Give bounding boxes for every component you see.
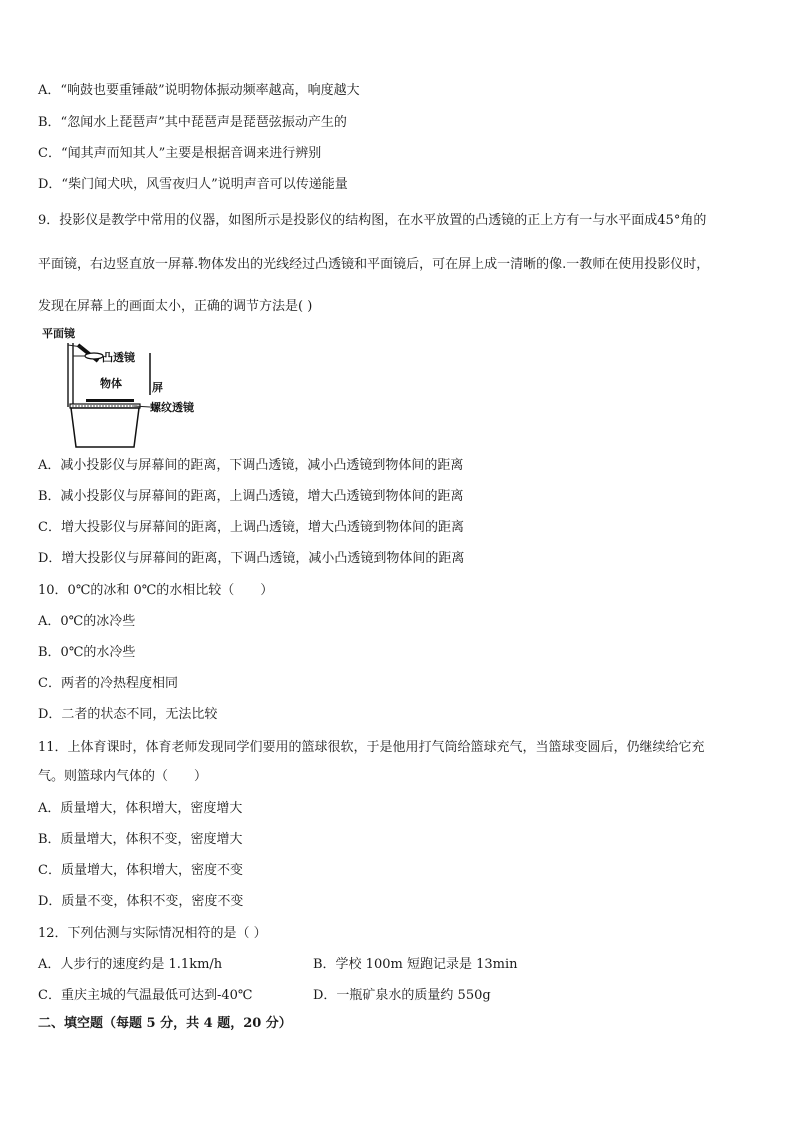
q10-option-c: C．两者的冷热程度相同 — [38, 676, 178, 691]
q9-stem-line3: 发现在屏幕上的画面太小，正确的调节方法是( ) — [38, 299, 313, 314]
label-lens: 凸透镜 — [102, 351, 135, 364]
q12-stem: 12．下列估测与实际情况相符的是（ ） — [38, 926, 267, 941]
q9-option-c: C．增大投影仪与屏幕间的距离，上调凸透镜，增大凸透镜到物体间的距离 — [38, 520, 464, 535]
label-object: 物体 — [100, 377, 122, 390]
q11-option-d: D．质量不变，体积不变，密度不变 — [38, 894, 244, 909]
q12-option-c: C．重庆主城的气温最低可达到-40℃ — [38, 988, 253, 1003]
q10-option-d: D．二者的状态不同，无法比较 — [38, 707, 218, 722]
q8-option-d: D．“柴门闻犬吠，风雪夜归人”说明声音可以传递能量 — [38, 177, 348, 192]
q11-option-c: C．质量增大，体积增大，密度不变 — [38, 863, 243, 878]
q11-option-a: A．质量增大，体积增大，密度增大 — [38, 801, 243, 816]
q10-option-b: B．0℃的水冷些 — [38, 645, 136, 660]
q10-option-a: A．0℃的冰冷些 — [38, 614, 136, 629]
q10-stem: 10．0℃的冰和 0℃的水相比较（ ） — [38, 583, 274, 598]
label-screen: 屏 — [152, 381, 163, 394]
q11-stem-line1: 11．上体育课时，体育老师发现同学们要用的篮球很软，于是他用打气筒给篮球充气，当篮球变圆后，仍继续给它充 — [38, 740, 705, 755]
label-fresnel: 螺纹透镜 — [150, 401, 194, 414]
q11-stem-line2: 气。则篮球内气体的（ ） — [38, 769, 208, 784]
q9-stem-line2: 平面镜，右边竖直放一屏幕.物体发出的光线经过凸透镜和平面镜后，可在屏上成一清晰的像.一教师在使用投影仪时， — [38, 257, 710, 272]
section2-title: 二、填空题（每题 5 分，共 4 题，20 分） — [38, 1016, 292, 1031]
convex-lens — [85, 353, 103, 359]
label-mirror: 平面镜 — [42, 327, 75, 340]
q9-option-d: D．增大投影仪与屏幕间的距离，下调凸透镜，减小凸透镜到物体间的距离 — [38, 551, 465, 566]
q8-option-b: B．“忽闻水上琵琶声”其中琵琶声是琵琶弦振动产生的 — [38, 115, 347, 130]
q8-option-c: C．“闻其声而知其人”主要是根据音调来进行辨别 — [38, 146, 322, 161]
q9-option-b: B．减小投影仪与屏幕间的距离，上调凸透镜，增大凸透镜到物体间的距离 — [38, 489, 464, 504]
q12-option-d: D．一瓶矿泉水的质量约 550g — [313, 988, 491, 1003]
q11-option-b: B．质量增大，体积不变，密度增大 — [38, 832, 243, 847]
projector-diagram — [38, 325, 198, 450]
q9-stem-line1: 9．投影仪是教学中常用的仪器，如图所示是投影仪的结构图，在水平放置的凸透镜的正上方有一与水平面成45°角的 — [38, 213, 707, 228]
q12-option-a: A．人步行的速度约是 1.1km/h — [38, 957, 223, 972]
q9-option-a: A．减小投影仪与屏幕间的距离，下调凸透镜，减小凸透镜到物体间的距离 — [38, 458, 464, 473]
q8-option-a: A．“响鼓也要重锤敲”说明物体振动频率越高，响度越大 — [38, 83, 360, 98]
q12-option-b: B．学校 100m 短跑记录是 13min — [313, 957, 518, 972]
projector-base — [71, 408, 139, 447]
object — [86, 399, 134, 402]
